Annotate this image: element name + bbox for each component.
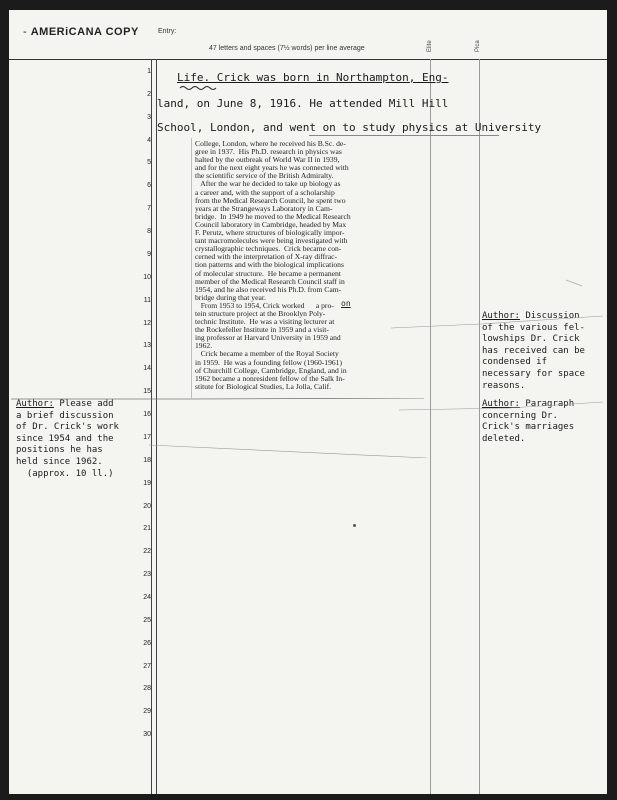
pasted-text-line: years at the Strangeways Laboratory in Cam- — [195, 203, 333, 213]
pasted-text-line: halted by the outbreak of World War II in 1939, — [195, 155, 340, 165]
right-note-leader-lines — [389, 310, 607, 420]
line-number: 17 — [143, 433, 151, 441]
entry-label: Entry: — [158, 28, 177, 35]
pasted-text-line: bridge. In 1949 he moved to the Medical Research — [195, 211, 351, 221]
elite-label: Elite — [427, 40, 433, 52]
pasted-text-line: the Rockefeller Institute in 1959 and a visit- — [195, 325, 329, 335]
line-number: 13 — [143, 342, 151, 350]
line-number: 14 — [143, 365, 151, 373]
left-note-line: Author: Please add — [16, 399, 114, 409]
editor-squiggle-mark — [179, 85, 217, 91]
line-number: 7 — [147, 205, 151, 213]
pasted-text-line: ing professor at Harvard University in 1959 and — [195, 333, 341, 343]
line-number: 21 — [143, 525, 151, 533]
line-number: 18 — [143, 456, 151, 464]
right-note-line: concerning Dr. — [482, 410, 558, 421]
pasted-text-line: After the war he decided to take up biology as — [195, 179, 341, 189]
pica-column-rule — [479, 59, 480, 794]
line-number: 2 — [147, 90, 151, 98]
line-number: 5 — [147, 159, 151, 167]
pasted-text-line: 1962 became a nonresident fellow of the Salk In- — [195, 373, 345, 383]
pasted-text-line: of molecular structure. He became a permanent — [195, 268, 341, 278]
pencil-tick-mark — [565, 278, 585, 288]
line-number: 1 — [147, 68, 151, 75]
pasted-text-line: stitute for Biological Studies, La Jolla, Calif. — [195, 381, 332, 391]
right-note-line: necessary for space — [482, 368, 585, 379]
left-note-line: a brief discussion — [16, 410, 114, 421]
pasted-text-line: 1962. — [195, 341, 213, 351]
right-note-line: Author: Discussion — [482, 311, 580, 321]
typed-line-1-text: Life. Crick was born in Northampton, Eng- — [177, 71, 449, 84]
typed-line-1 — [177, 71, 449, 84]
left-note-line: (approx. 10 ll.) — [16, 468, 114, 479]
pasted-text-line: F. Perutz, where structures of biologically impor- — [195, 228, 345, 238]
brand-title: - AMERiCANA COPY — [23, 26, 139, 38]
pasted-text-line: gree in 1937. His Ph.D. research in physics was — [195, 147, 342, 157]
pasted-text-line: of Churchill College, Cambridge, England, and in — [195, 365, 347, 375]
right-note-line: deleted. — [482, 433, 526, 444]
pasted-text-line: crystallographic techniques. Crick became con- — [195, 244, 342, 254]
line-number: 26 — [143, 639, 151, 647]
line-number: 9 — [147, 250, 151, 258]
pasted-printed-text — [195, 140, 413, 391]
stray-dot — [353, 524, 356, 527]
typed-line-2: land, on June 8, 1916. He attended Mill Hill — [157, 97, 449, 110]
manuscript-page — [9, 10, 607, 794]
elite-column-rule — [430, 59, 431, 794]
left-note-line: positions he has — [16, 445, 103, 456]
pasted-text-line: the scientific service of the British Admiralty. — [195, 171, 334, 181]
left-note-line: since 1954 and the — [16, 433, 114, 444]
line-number: 11 — [143, 296, 151, 304]
pasted-text-line: from the Medical Research Council, he spent two — [195, 195, 346, 205]
pasted-text-line: a career and, with the support of a scholarship — [195, 187, 335, 197]
line-number: 27 — [143, 662, 151, 670]
right-note-line: condensed if — [482, 357, 548, 368]
line-number: 20 — [143, 502, 151, 510]
pasted-text-line: From 1953 to 1954, Crick worked a pro- — [195, 300, 334, 310]
pasted-text-line: Council laboratory in Cambridge, headed by Max — [195, 219, 347, 229]
typed-line-3: School, London, and went on to study physics at University — [157, 121, 542, 134]
pasted-text-line: in 1959. He was a founding fellow (1960-1961) — [195, 357, 342, 367]
pica-label: Pica — [475, 40, 481, 52]
pasted-text-line: tein structure project at the Brooklyn Poly- — [195, 308, 326, 318]
line-number: 10 — [143, 273, 151, 281]
right-note-line: of the various fel- — [482, 322, 585, 333]
line-number: 24 — [143, 594, 151, 601]
clip-edge — [191, 138, 192, 398]
pasted-text-line: tant macromolecules were being investigated with — [195, 236, 348, 246]
pasted-text-line: 1954, and he also received his Ph.D. from Cam- — [195, 284, 342, 294]
line-number: 30 — [143, 731, 151, 739]
pasted-text-line: College, London, where he received his B.Sc. de- — [195, 139, 346, 148]
left-note-line: held since 1962. — [16, 456, 103, 467]
line-number: 23 — [143, 571, 151, 579]
pasted-text-line: Crick became a member of the Royal Society — [195, 349, 339, 359]
pasted-text-line: member of the Medical Research Council staff in — [195, 276, 345, 286]
header-rule — [9, 59, 607, 60]
pasted-text-line: tion patterns and with the biological implications — [195, 260, 344, 270]
right-note-line: Author: Paragraph — [482, 399, 575, 409]
line-number: 12 — [143, 319, 151, 327]
right-note-line: Crick's marriages — [482, 422, 575, 433]
right-note-line: has received can be — [482, 345, 585, 356]
line-number: 8 — [147, 228, 151, 236]
pasted-text-line: and for the next eight years he was connected with — [195, 163, 349, 173]
cut-line — [309, 135, 499, 136]
handwritten-insert: on — [341, 299, 351, 308]
line-number: 6 — [147, 182, 151, 190]
line-number: 3 — [147, 113, 151, 121]
line-number: 19 — [143, 479, 151, 487]
line-number: 25 — [143, 616, 151, 624]
pasted-text-line: cerned with the interpretation of X-ray diffrac- — [195, 252, 337, 262]
right-note-line: lowships Dr. Crick — [482, 334, 580, 345]
right-note-line: reasons. — [482, 380, 526, 391]
line-number: 29 — [143, 708, 151, 716]
line-number: 15 — [143, 388, 151, 396]
line-number: 16 — [143, 411, 151, 419]
line-number: 28 — [143, 685, 151, 693]
line-number: 4 — [147, 136, 151, 144]
pasted-text-line: bridge during that year. — [195, 292, 266, 302]
pasted-text-line: technic Institute. He was a visiting lecturer at — [195, 317, 335, 327]
left-note-leader-line — [9, 398, 429, 458]
line-number: 22 — [143, 548, 151, 556]
left-note-line: of Dr. Crick's work — [16, 422, 119, 433]
line-average-caption: 47 letters and spaces (7½ words) per line average — [209, 45, 365, 52]
